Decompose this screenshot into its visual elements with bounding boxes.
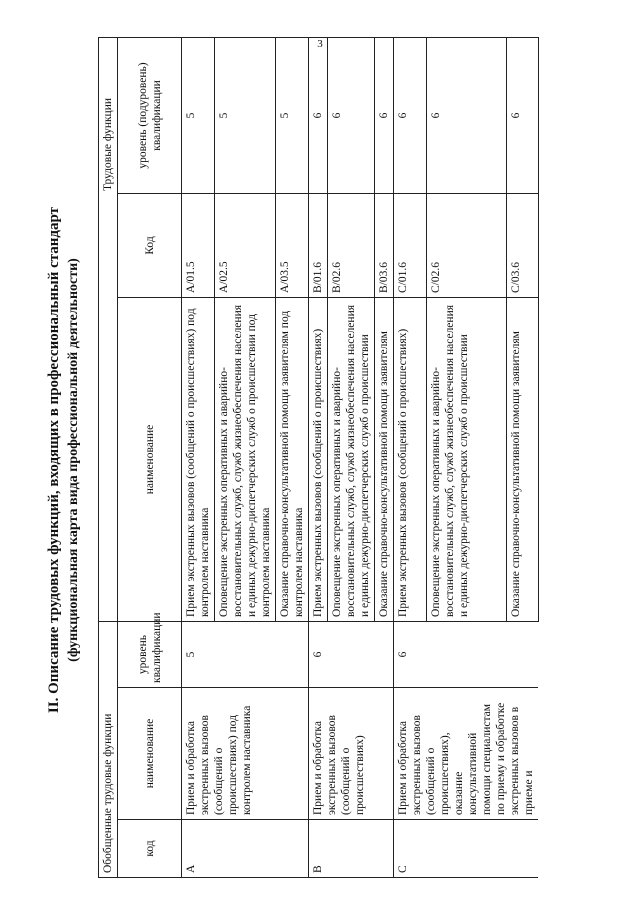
header-lf-code: Код bbox=[118, 193, 182, 297]
function-code: C/02.6 bbox=[426, 193, 506, 297]
function-name: Оповещение экстренных оперативных и аварийно-восстановительных служб, служб жизнеобеспечения населения и единых дежурно-диспетчерских служб о происшествии bbox=[426, 297, 506, 621]
group-name: Прием и обработка экстренных вызовов (сообщений о происшествиях) bbox=[309, 688, 394, 820]
section-subtitle: (функциональная карта вида профессиональной деятельности) bbox=[66, 258, 81, 662]
section-title: II. Описание трудовых функций, входящих в профессиональный стандарт bbox=[46, 206, 62, 714]
function-level: 5 bbox=[182, 37, 215, 193]
group-code: B bbox=[309, 820, 394, 878]
function-level: 6 bbox=[328, 37, 375, 193]
rotated-content bbox=[40, 30, 600, 890]
function-level: 6 bbox=[309, 37, 328, 193]
group-level: 6 bbox=[309, 621, 394, 687]
function-level: 6 bbox=[394, 37, 426, 193]
function-code: A/01.5 bbox=[182, 193, 215, 297]
header-labor: Трудовые функции bbox=[99, 37, 118, 621]
group-code: C bbox=[394, 820, 539, 878]
header-lf-name: наименование bbox=[118, 297, 182, 621]
group-level: 6 bbox=[394, 621, 539, 687]
group-name: Прием и обработка экстренных вызовов (сообщений о происшествиях) под контролем наставника bbox=[182, 688, 309, 820]
header-name: наименование bbox=[118, 688, 182, 820]
page-number: 3 bbox=[317, 38, 323, 50]
function-level: 5 bbox=[215, 37, 276, 193]
function-level: 6 bbox=[506, 37, 538, 193]
function-code: B/02.6 bbox=[328, 193, 375, 297]
function-level: 6 bbox=[426, 37, 506, 193]
function-name: Оказание справочно-консультативной помощи заявителям bbox=[506, 297, 538, 621]
function-code: B/01.6 bbox=[309, 193, 328, 297]
header-row-1 bbox=[99, 37, 118, 877]
function-level: 6 bbox=[375, 37, 394, 193]
group-name: Прием и обработка экстренных вызовов (сообщений о происшествиях), оказание консультативной помощи специалистам по приему и обработке экстренных вызовов в приеме и bbox=[394, 688, 539, 820]
group-code: A bbox=[182, 820, 309, 878]
function-name: Оповещение экстренных оперативных и аварийно-восстановительных служб, служб жизнеобеспечения населения и единых дежурно-диспетчерских служб о происшествии под контролем наставника bbox=[215, 297, 276, 621]
function-code: B/03.6 bbox=[375, 193, 394, 297]
table-row bbox=[309, 37, 328, 877]
table-row bbox=[182, 37, 215, 877]
table-row bbox=[394, 37, 426, 877]
function-code: A/03.5 bbox=[276, 193, 309, 297]
function-name: Оказание справочно-консультативной помощи заявителям bbox=[375, 297, 394, 621]
function-name: Оказание справочно-консультативной помощи заявителям под контролем наставника bbox=[276, 297, 309, 621]
group-level: 5 bbox=[182, 621, 309, 687]
header-generalized: Обобщенные трудовые функции bbox=[99, 621, 118, 877]
function-name: Прием экстренных вызовов (сообщений о происшествиях) под контролем наставника bbox=[182, 297, 215, 621]
function-name: Оповещение экстренных оперативных и аварийно-восстановительных служб, служб жизнеобеспечения населения и единых дежурно-диспетчерских служб о происшествии bbox=[328, 297, 375, 621]
header-level: уровень квалификации bbox=[118, 621, 182, 687]
header-sublevel: уровень (подуровень) квалификации bbox=[118, 37, 182, 193]
function-level: 5 bbox=[276, 37, 309, 193]
header-row-2 bbox=[118, 37, 182, 877]
function-name: Прием экстренных вызовов (сообщений о происшествиях) bbox=[309, 297, 328, 621]
function-code: A/02.5 bbox=[215, 193, 276, 297]
header-code: код bbox=[118, 820, 182, 878]
function-name: Прием экстренных вызовов (сообщений о происшествиях) bbox=[394, 297, 426, 621]
function-code: C/03.6 bbox=[506, 193, 538, 297]
function-code: C/01.6 bbox=[394, 193, 426, 297]
functional-map-table bbox=[98, 37, 539, 878]
